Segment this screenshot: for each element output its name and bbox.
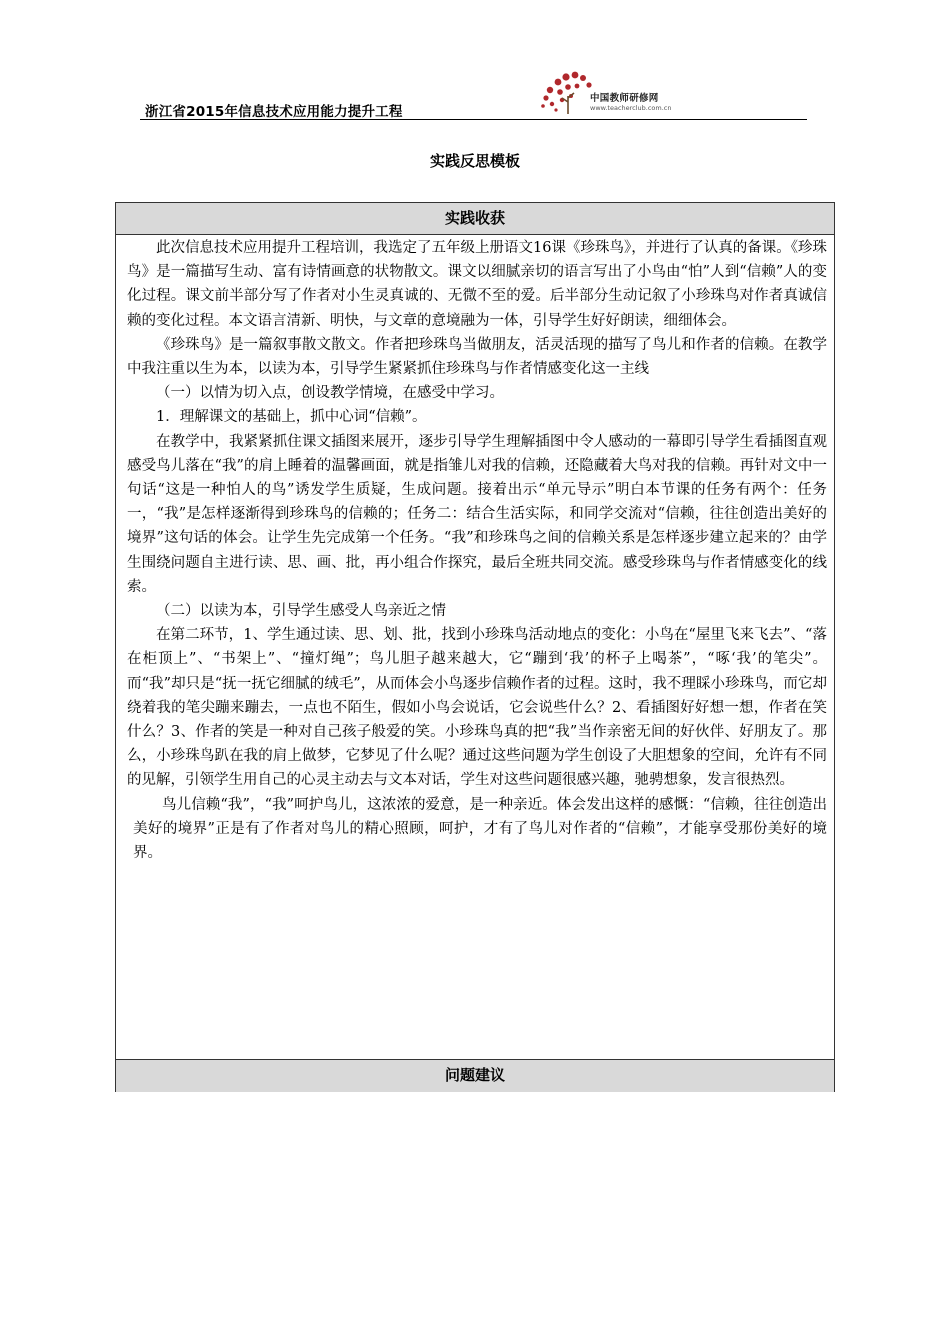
logo-text: 中国教师研修网 <box>590 93 659 104</box>
section-header-gains: 实践收获 <box>116 203 834 235</box>
header-divider <box>140 119 807 120</box>
paragraph: 1．理解课文的基础上，抓中心词“信赖”。 <box>156 409 427 426</box>
logo-url: www.teacherclub.com.cn <box>590 104 672 112</box>
reflection-table <box>115 202 835 1092</box>
paragraph: （二）以读为本，引导学生感受人鸟亲近之情 <box>156 603 446 620</box>
paragraph: 鸟儿信赖“我”，“我”呵护鸟儿，这浓浓的爱意，是一种亲近。体会发出这样的感慨：“信赖，往往创造出美好的境界”正是有了作者对鸟儿的精心照顾，呵护，才有了鸟儿对作者的“信赖”，才能享受那份美好的境界。 <box>133 796 827 862</box>
gains-content <box>127 236 827 865</box>
paragraph: 《珍珠鸟》是一篇叙事散文散文。作者把珍珠鸟当做朋友，活灵活现的描写了鸟儿和作者的信赖。在教学中我注重以生为本，以读为本，引导学生紧紧抓住珍珠鸟与作者情感变化这一主线 <box>127 336 827 378</box>
paragraph: 此次信息技术应用提升工程培训，我选定了五年级上册语文16课《珍珠鸟》，并进行了认真的备课。《珍珠鸟》是一篇描写生动、富有诗情画意的状物散文。课文以细腻亲切的语言写出了小鸟由“怕”人到“信赖”人的变化过程。课文前半部分写了作者对小生灵真诚的、无微不至的爱。后半部分生动记叙了小珍珠鸟对作者真诚信赖的变化过程。本文语言清新、明快，与文章的意境融为一体，引导学生好好朗读，细细体会。 <box>127 240 827 329</box>
paragraph: 在教学中，我紧紧抓住课文插图来展开，逐步引导学生理解插图中令人感动的一幕即引导学生看插图直观感受鸟儿落在“我”的肩上睡着的温馨画面，就是指雏儿对我的信赖，还隐藏着大鸟对我的信赖。再针对文中一句话“这是一种怕人的鸟”诱发学生质疑，生成问题。接着出示“单元导示”明白本节课的任务有两个：任务一，“我”是怎样逐渐得到珍珠鸟的信赖的；任务二：结合生活实际，和同学交流对“信赖，往往创造出美好的境界”这句话的体会。让学生先完成第一个任务。“我”和珍珠鸟之间的信赖关系是怎样逐步建立起来的？由学生围绕问题自主进行读、思、画、批，再小组合作探究，最后全班共同交流。感受珍珠鸟与作者情感变化的线索。 <box>127 433 827 595</box>
page-title: 实践反思模板 <box>429 152 520 170</box>
paragraph: 在第二环节，1、学生通过读、思、划、批，找到小珍珠鸟活动地点的变化：小鸟在“屋里飞来飞去”、“落在柜顶上”、“书架上”、“撞灯绳”；鸟儿胆子越来越大，它“蹦到‘我’的杯子上喝茶”，“啄‘我’的笔尖”。而“我”却只是“抚一抚它细腻的绒毛”，从而体会小鸟逐步信赖作者的过程。这时，我不理睬小珍珠鸟，而它却绕着我的笔尖蹦来蹦去，一点也不陌生，假如小鸟会说话，它会说些什么？2、看插图好好想一想，作者在笑什么？3、作者的笑是一种对自己孩子般爱的笑。小珍珠鸟真的把“我”当作亲密无间的好伙伴、好朋友了。那么，小珍珠鸟趴在我的肩上做梦，它梦见了什么呢？通过这些问题为学生创设了大胆想象的空间，允许有不同的见解，引领学生用自己的心灵主动去与文本对话，学生对这些问题很感兴趣，驰骋想象，发言很热烈。 <box>127 627 827 789</box>
paragraph: （一）以情为切入点，创设教学情境，在感受中学习。 <box>156 385 504 402</box>
header-title: 浙江省2015年信息技术应用能力提升工程 <box>145 104 403 120</box>
section-header-issues: 问题建议 <box>116 1059 834 1092</box>
